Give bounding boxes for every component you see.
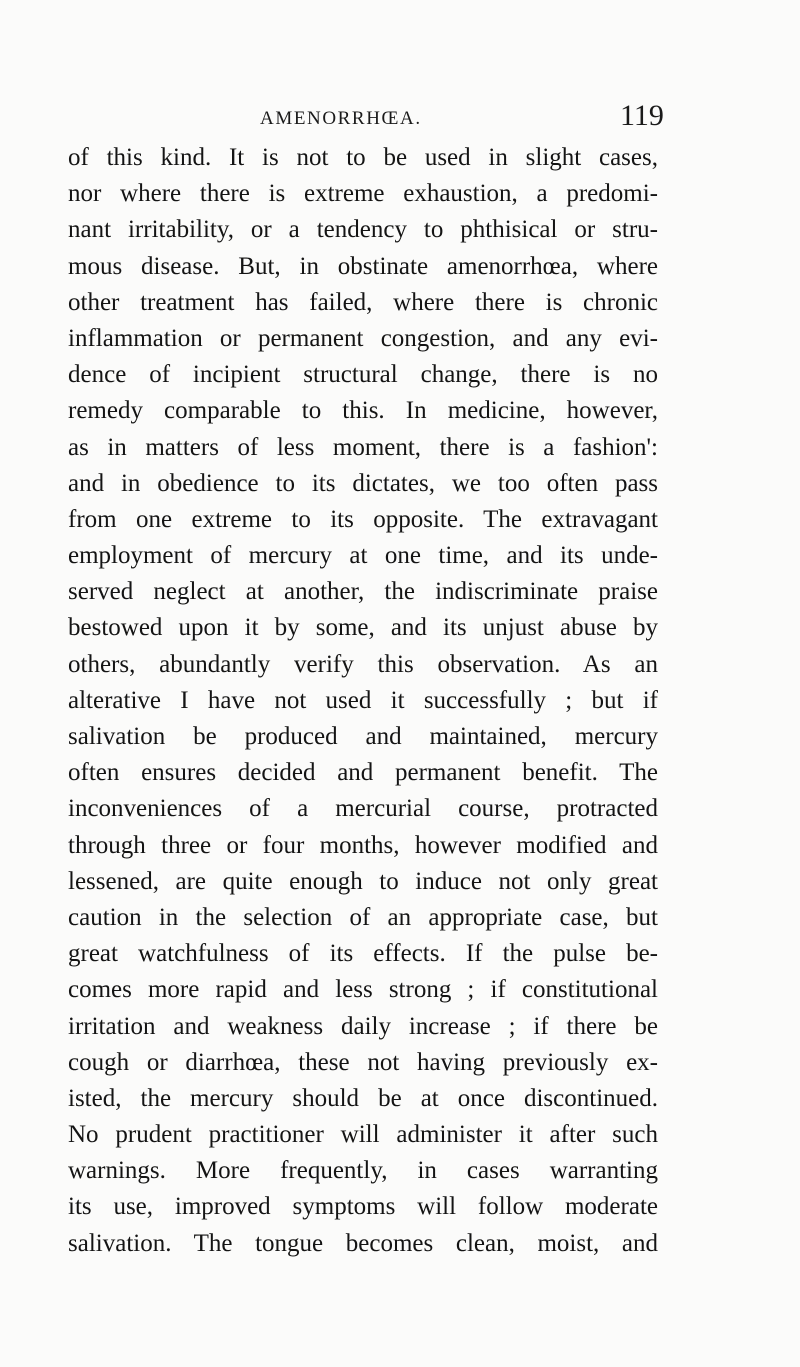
text-line: bestowed upon it by some, and its unjust abuse by: [68, 614, 658, 642]
page-number: 119: [620, 99, 664, 132]
text-line: other treatment has failed, where there is chronic: [68, 288, 658, 316]
text-line: mous disease. But, in obstinate amenorrhœa, where: [68, 252, 658, 280]
text-line: through three or four months, however modified and: [68, 831, 658, 859]
text-line: lessened, are quite enough to induce not only great: [68, 867, 658, 895]
text-line: caution in the selection of an appropriate case, but: [68, 903, 658, 931]
text-line: warnings. More frequently, in cases warranting: [68, 1157, 658, 1185]
text-line: isted, the mercury should be at once discontinued.: [68, 1084, 658, 1112]
text-line: as in matters of less moment, there is a fashion':: [68, 433, 658, 461]
text-line: nor where there is extreme exhaustion, a predomi-: [68, 180, 658, 208]
text-line: alterative I have not used it successfully ; but if: [68, 686, 658, 714]
text-line: its use, improved symptoms will follow moderate: [68, 1193, 658, 1221]
text-line: inflammation or permanent congestion, and any evi-: [68, 324, 658, 352]
text-line: inconveniences of a mercurial course, protracted: [68, 795, 658, 823]
text-line: employment of mercury at one time, and its unde-: [68, 542, 658, 570]
text-line: served neglect at another, the indiscriminate praise: [68, 578, 658, 606]
text-line: often ensures decided and permanent benefit. The: [68, 759, 658, 787]
text-line: salivation. The tongue becomes clean, moist, and: [68, 1229, 658, 1257]
text-line: No prudent practitioner will administer it after such: [68, 1121, 658, 1149]
text-line: salivation be produced and maintained, mercury: [68, 723, 658, 750]
text-line: and in obedience to its dictates, we too often pass: [68, 469, 658, 497]
text-line: from one extreme to its opposite. The extravagant: [68, 505, 658, 533]
text-line: remedy comparable to this. In medicine, however,: [68, 397, 658, 425]
text-line: nant irritability, or a tendency to phthisical or stru-: [68, 216, 658, 244]
body-text: [68, 140, 658, 1262]
running-title: AMENORRHŒA.: [260, 108, 422, 129]
text-line: great watchfulness of its effects. If the pulse be-: [68, 940, 658, 968]
text-line: of this kind. It is not to be used in slight cases,: [68, 144, 658, 171]
text-line: others, abundantly verify this observation. As an: [68, 650, 658, 678]
text-line: irritation and weakness daily increase ; if there be: [68, 1012, 658, 1040]
text-line: comes more rapid and less strong ; if constitutional: [68, 976, 658, 1004]
text-line: cough or diarrhœa, these not having previously ex-: [68, 1048, 658, 1076]
text-line: dence of incipient structural change, there is no: [68, 361, 658, 389]
